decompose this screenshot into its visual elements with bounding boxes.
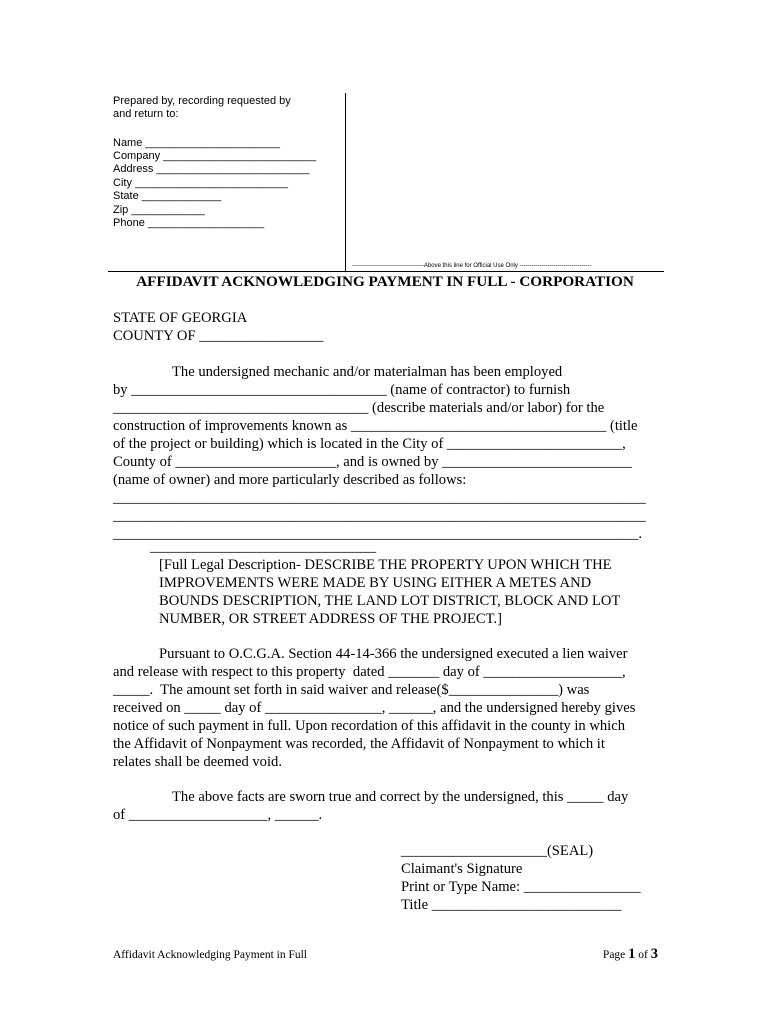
county-line: COUNTY OF _________________: [113, 328, 324, 344]
address-field: Address _________________________: [113, 163, 310, 175]
para2-line: the Affidavit of Nonpayment was recorded, the Affidavit of Nonpayment to which it: [113, 736, 605, 752]
page-current: 1: [628, 946, 636, 962]
para2-line: received on _____ day of ________________, ______, and the undersigned hereby gives: [113, 700, 636, 716]
description-blank-line: _________________________________________________________________________: [113, 508, 646, 524]
legal-description-line: BOUNDS DESCRIPTION, THE LAND LOT DISTRICT, BLOCK AND LOT: [159, 593, 621, 609]
page-of: of: [635, 949, 651, 961]
legal-description-underline: _______________________________: [150, 539, 377, 555]
para1-line: by ___________________________________ (name of contractor) to furnish: [113, 382, 571, 398]
para2-line: _____. The amount set forth in said waiver and release($_______________) was: [113, 682, 590, 698]
footer-page-number: [603, 946, 658, 963]
header-horizontal-divider: [108, 271, 664, 272]
city-field: City _________________________: [113, 177, 288, 189]
para1-line: County of ______________________, and is owned by __________________________: [113, 454, 632, 470]
description-blank-line: ________________________________________________________________________.: [113, 526, 643, 542]
document-title: AFFIDAVIT ACKNOWLEDGING PAYMENT IN FULL - CORPORATION: [136, 273, 634, 290]
para1-line: The undersigned mechanic and/or materialman has been employed: [172, 364, 563, 380]
para1-line: construction of improvements known as ___________________________________ (title: [113, 418, 638, 434]
phone-field: Phone ___________________: [113, 217, 265, 229]
company-field: Company _________________________: [113, 150, 317, 162]
seal-signature-line: ____________________(SEAL): [401, 843, 594, 859]
para3-line: The above facts are sworn true and correct by the undersigned, this _____ day: [172, 789, 629, 805]
prepared-by-line1: Prepared by, recording requested by: [113, 95, 291, 107]
para2-line: Pursuant to O.C.G.A. Section 44-14-366 the undersigned executed a lien waiver: [159, 646, 628, 662]
print-name-line: Print or Type Name: ________________: [401, 879, 641, 895]
para2-line: and release with respect to this property dated _______ day of ___________________,: [113, 664, 626, 680]
para1-line: (name of owner) and more particularly described as follows:: [113, 472, 467, 488]
footer-document-name: Affidavit Acknowledging Payment in Full: [113, 949, 307, 961]
para2-line: relates shall be deemed void.: [113, 754, 282, 770]
legal-description-line: IMPROVEMENTS WERE MADE BY USING EITHER A METES AND: [159, 575, 592, 591]
para1-line: of the project or building) which is located in the City of ________________________,: [113, 436, 626, 452]
state-field: State _____________: [113, 190, 222, 202]
state-line: STATE OF GEORGIA: [113, 310, 248, 326]
title-line: Title __________________________: [401, 897, 622, 913]
legal-description-line: [Full Legal Description- DESCRIBE THE PROPERTY UPON WHICH THE: [159, 557, 612, 573]
para3-line: of ___________________, ______.: [113, 807, 323, 823]
official-use-notice: ------------------------------------Above this line for Official Use Only ------------------------------------: [352, 263, 592, 269]
header-vertical-divider: [345, 93, 346, 271]
page-prefix: Page: [602, 949, 629, 961]
legal-description-line: NUMBER, OR STREET ADDRESS OF THE PROJECT.]: [159, 611, 503, 627]
para1-line: ___________________________________ (describe materials and/or labor) for the: [113, 400, 605, 416]
page-total: 3: [650, 946, 658, 962]
zip-field: Zip ____________: [113, 204, 205, 216]
claimant-signature-label: Claimant's Signature: [401, 861, 523, 877]
description-blank-line: _________________________________________________________________________: [113, 490, 646, 506]
prepared-by-line2: and return to:: [113, 108, 179, 120]
para2-line: notice of such payment in full. Upon recordation of this affidavit in the county in which: [113, 718, 626, 734]
name-field: Name ______________________: [113, 137, 280, 149]
